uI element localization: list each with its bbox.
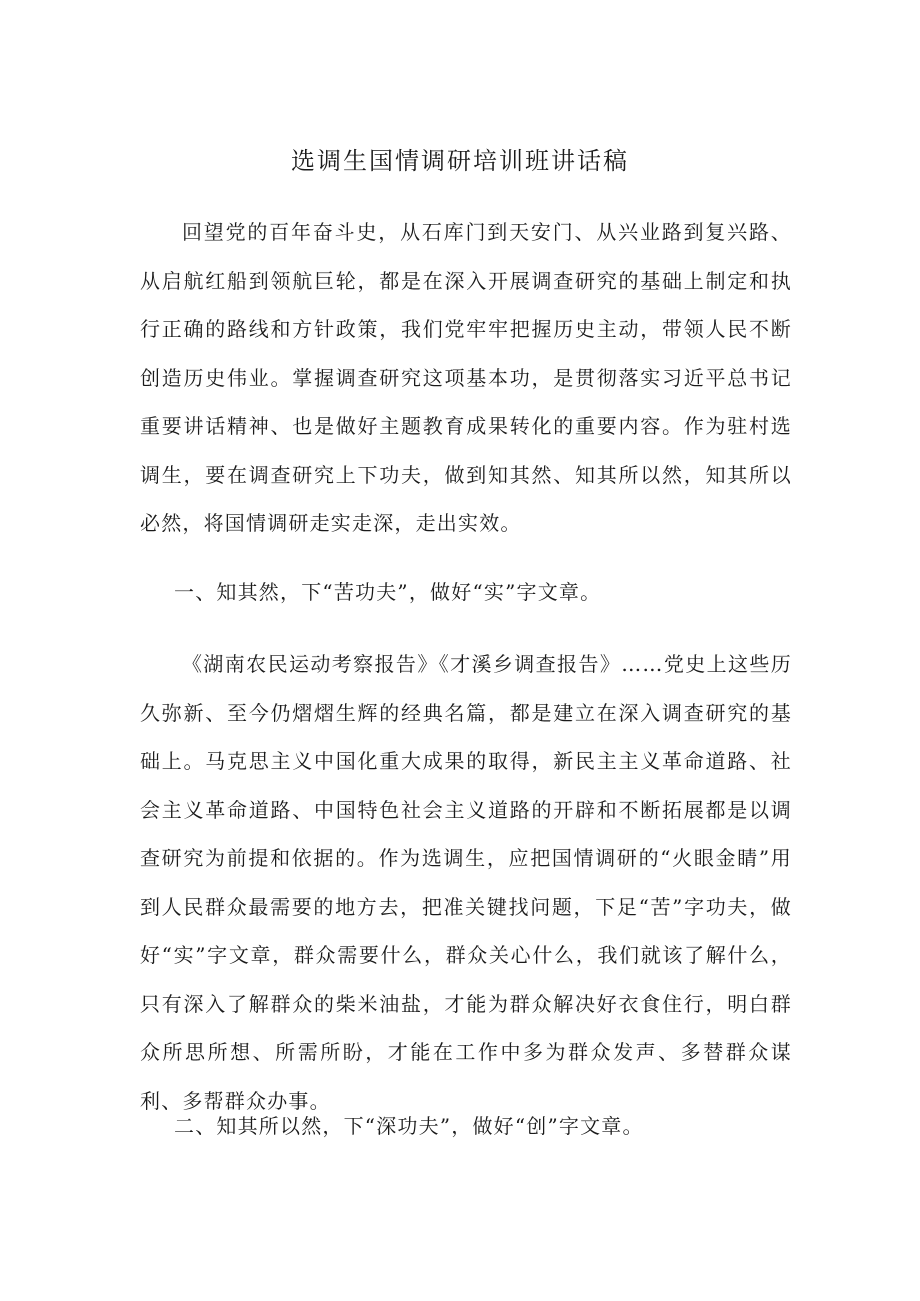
paragraph-intro: 回望党的百年奋斗史，从石库门到天安门、从兴业路到复兴路、从启航红船到领航巨轮，都是在深入开展调查研究的基础上制定和执行正确的路线和方针政策，我们党牢牢把握历史主动，带领人民不断创造历史伟业。掌握调查研究这项基本功，是贯彻落实习近平总书记重要讲话精神、也是做好主题教育成果转化的重要内容。作为驻村选调生，要在调查研究上下功夫，做到知其然、知其所以然，知其所以必然，将国情调研走实走深，走出实效。 [140, 220, 792, 535]
paragraph-section-1: 《湖南农民运动考察报告》《才溪乡调查报告》……党史上这些历久弥新、至今仍熠熠生辉的经典名篇，都是建立在深入调查研究的基础上。马克思主义中国化重大成果的取得，新民主主义革命道路、社会主义革命道路、中国特色社会主义道路的开辟和不断拓展都是以调查研究为前提和依据的。作为选调生，应把国情调研的“火眼金睛”用到人民群众最需要的地方去，把准关键找问题，下足“苦”字功夫，做好“实”字文章，群众需要什么，群众关心什么，我们就该了解什么，只有深入了解群众的柴米油盐，才能为群众解决好衣食住行，明白群众所思所想、所需所盼，才能在工作中多为群众发声、多替群众谋利、多帮群众办事。 [140, 652, 792, 1113]
section-heading-2: 二、知其所以然，下“深功夫”，做好“创”字文章。 [174, 1114, 644, 1138]
document-title: 选调生国情调研培训班讲话稿 [291, 147, 629, 175]
section-heading-1: 一、知其然，下“苦功夫”，做好“实”字文章。 [174, 580, 602, 604]
